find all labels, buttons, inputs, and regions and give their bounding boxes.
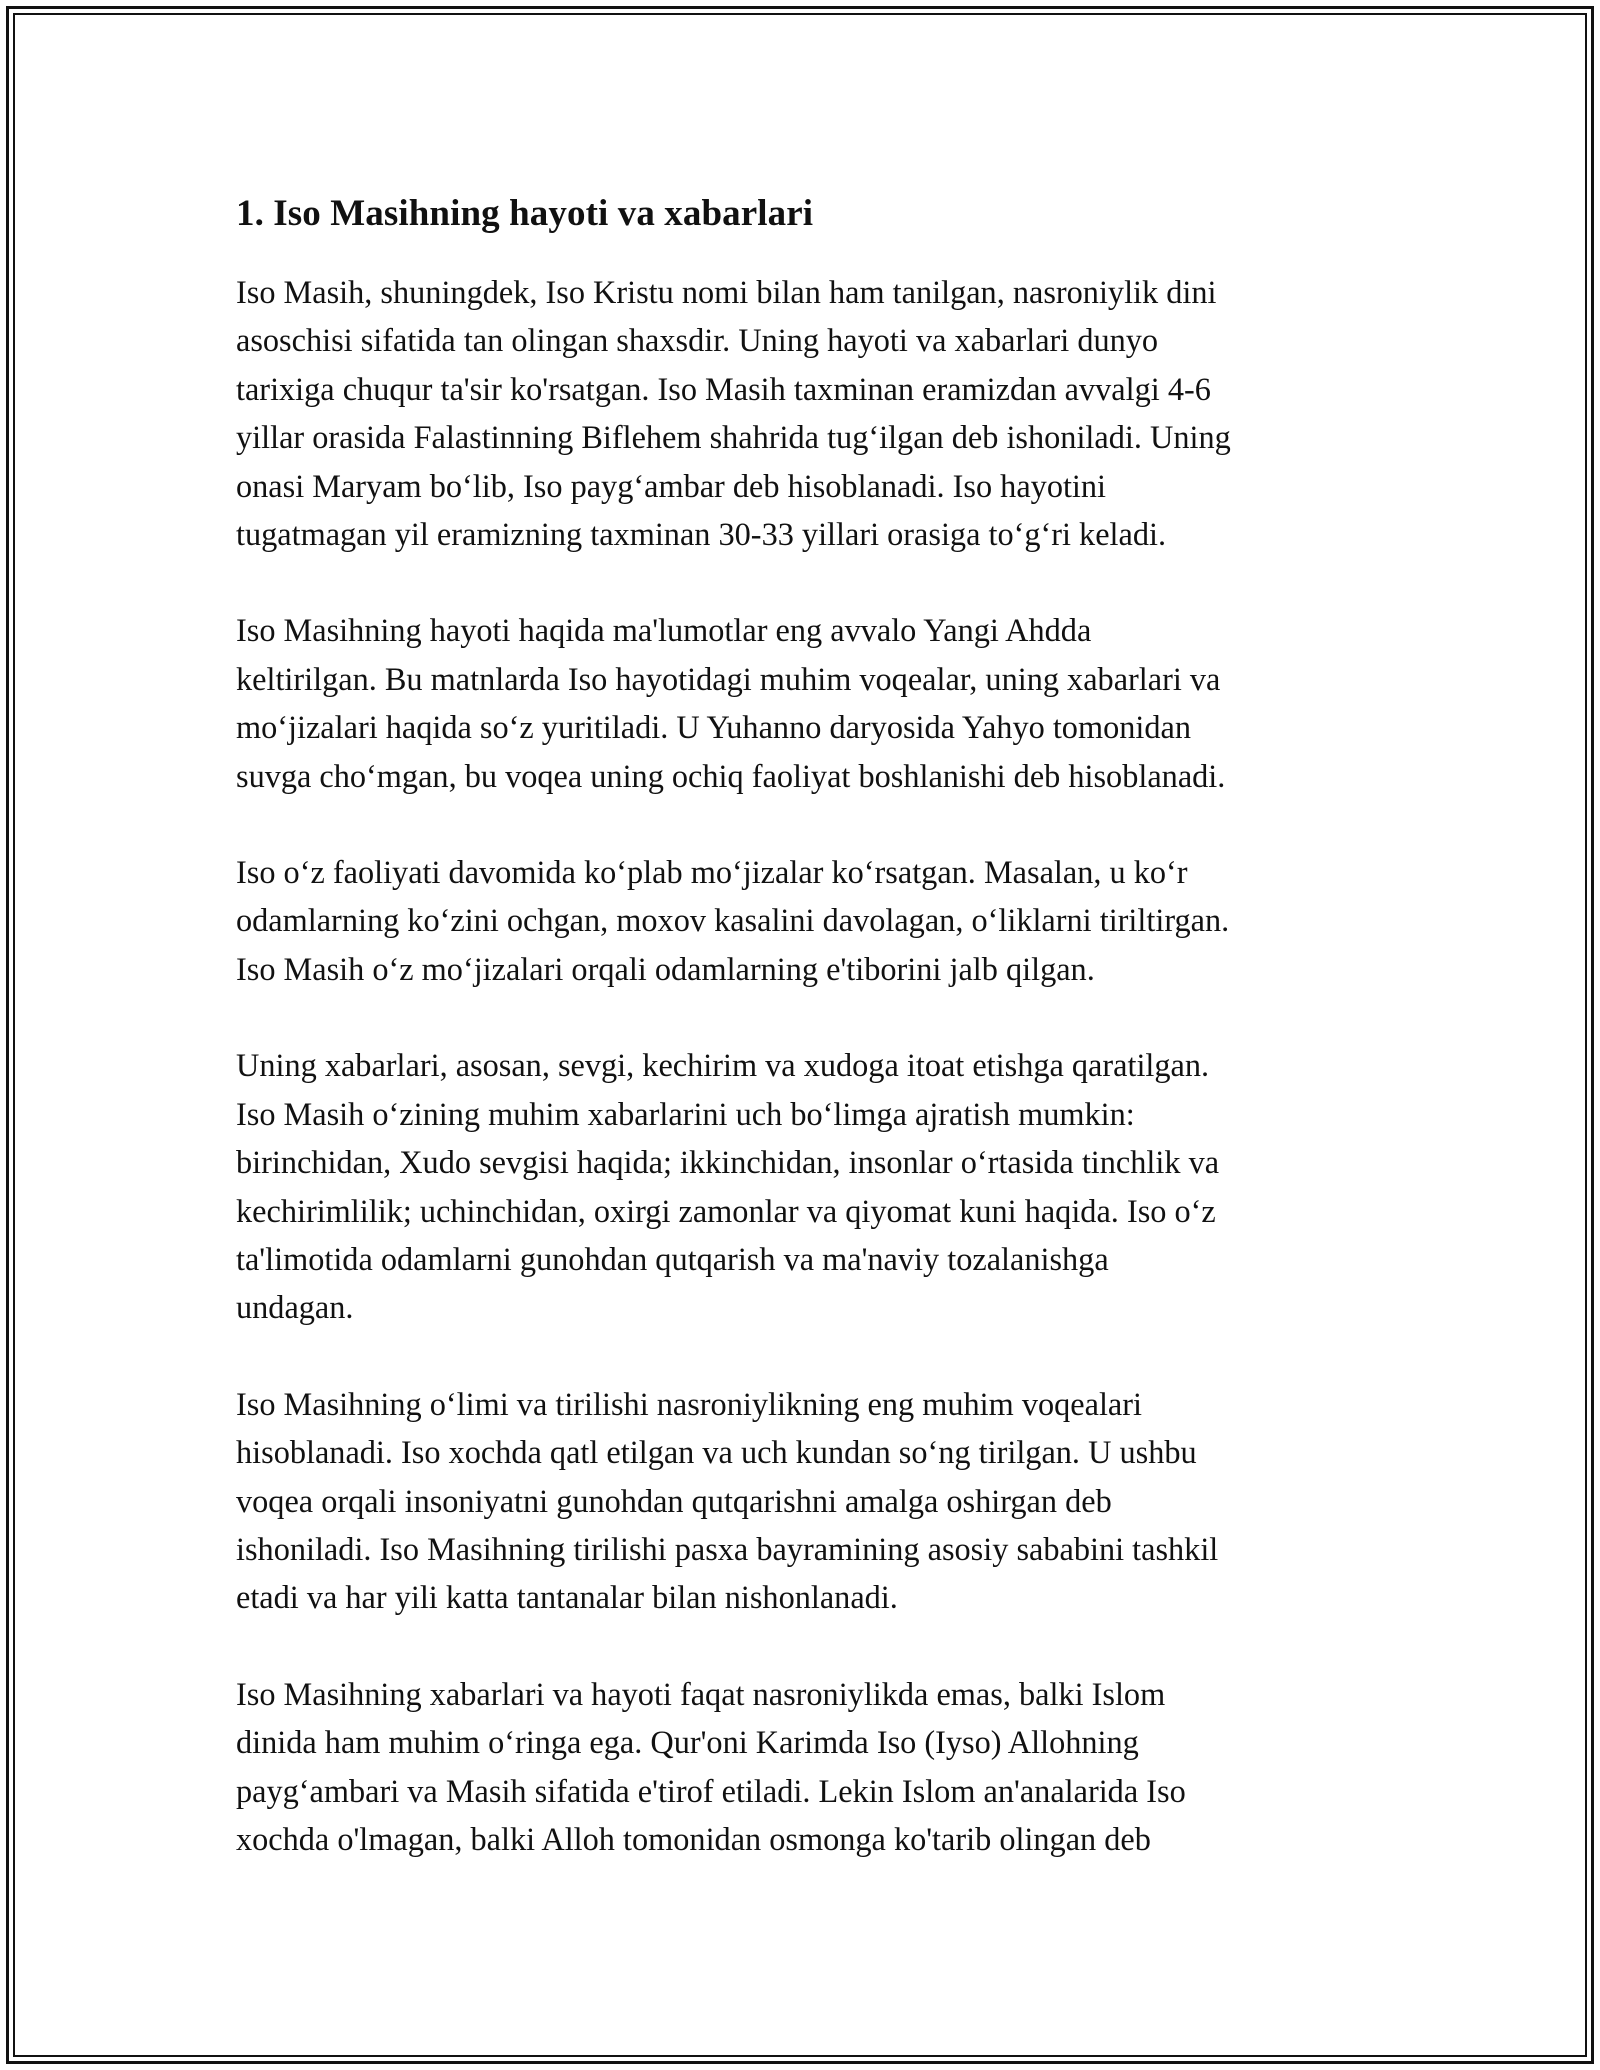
paragraph-2: Iso Masihning hayoti haqida ma'lumotlar eng avvalo Yangi Ahdda keltirilgan. Bu matnlarda Iso hayotidagi muhim voqealar, uning xabarlari va mo‘jizalari haqida so‘z yuritiladi. U Yuhanno daryosida Yahyo tomonidan suvga cho‘mgan, bu voqea uning ochiq faoliyat boshlanishi deb hisoblanadi. (236, 612, 1226, 794)
paragraph-6: Iso Masihning xabarlari va hayoti faqat nasroniylikda emas, balki Islom dinida ham muhim o‘ringa ega. Qur'oni Karimda Iso (Iyso) Allohning payg‘ambari va Masih sifatida e'tirof etiladi. Lekin Islom an'analarida Iso xochda o'lmagan, balki Alloh tomonidan osmonga ko'tarib olingan deb (236, 1675, 1186, 1857)
document-body (236, 188, 1376, 1911)
paragraph-5: Iso Masihning o‘limi va tirilishi nasroniylikning eng muhim voqealari hisoblanadi. Iso xochda qatl etilgan va uch kundan so‘ng tirilgan. U ushbu voqea orqali insoniyatni gunohdan qutqarishni amalga oshirgan deb ishoniladi. Iso Masihning tirilishi pasxa bayramining asosiy sababini tashkil etadi va har yili katta tantanalar bilan nishonlanadi. (236, 1385, 1219, 1616)
paragraph-1: Iso Masih, shuningdek, Iso Kristu nomi bilan ham tanilgan, nasroniylik dini asoschisi sifatida tan olingan shaxsdir. Uning hayoti va xabarlari dunyo tarixiga chuqur ta'sir ko'rsatgan. Iso Masih taxminan eramizdan avvalgi 4-6 yillar orasida Falastinning Biflehem shahrida tug‘ilgan deb ishoniladi. Uning onasi Maryam bo‘lib, Iso payg‘ambar deb hisoblanadi. Iso hayotini tugatmagan yil eramizning taxminan 30-33 yillari orasiga to‘g‘ri keladi. (236, 274, 1231, 553)
paragraph-3: Iso o‘z faoliyati davomida ko‘plab mo‘jizalar ko‘rsatgan. Masalan, u ko‘r odamlarning ko‘zini ochgan, moxov kasalini davolagan, o‘liklarni tiriltirgan. Iso Masih o‘z mo‘jizalari orqali odamlarning e'tiborini jalb qilgan. (236, 854, 1230, 987)
paragraph-4: Uning xabarlari, asosan, sevgi, kechirim va xudoga itoat etishga qaratilgan. Iso Masih o‘zining muhim xabarlarini uch bo‘limga ajratish mumkin: birinchidan, Xudo sevgisi haqida; ikkinchidan, insonlar o‘rtasida tinchlik va kechirimlilik; uchinchidan, oxirgi zamonlar va qiyomat kuni haqida. Iso o‘z ta'limotida odamlarni gunohdan qutqarish va ma'naviy tozalanishga undagan. (236, 1047, 1220, 1326)
section-heading: 1. Iso Masihning hayoti va xabarlari (236, 193, 814, 234)
